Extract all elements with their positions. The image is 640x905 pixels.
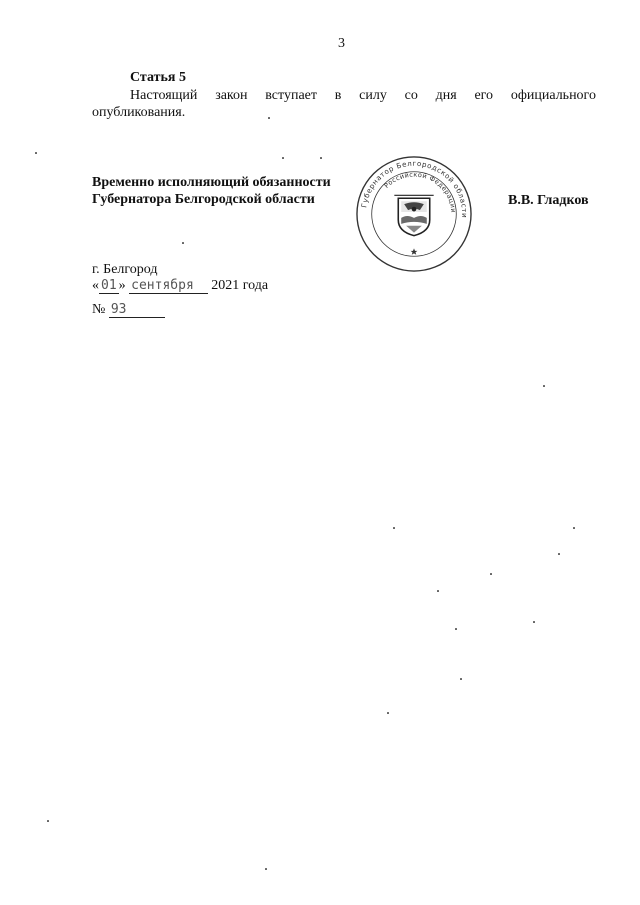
date-month: сентября [129,278,208,294]
date-line [92,278,268,294]
article-word: дня [435,88,457,103]
article-word: официального [510,88,596,103]
date-day: 01 [101,278,117,293]
date-quote-open: « [92,278,99,293]
article-word: вступает [265,88,317,103]
article-text-line1 [130,88,596,104]
article-word: Настоящий [130,88,198,103]
document-number: 93 [109,302,165,318]
article-title: Статья 5 [130,70,186,85]
official-seal [355,155,473,273]
article-word: силу [359,88,387,103]
date-quote-close: » [118,278,126,293]
coat-of-arms-icon [394,195,433,235]
signer-position-line1: Временно исполняющий обязанности [92,175,331,190]
seal-inner-text: Российской Федерации [382,170,458,214]
seal-outer-text: Губернатор Белгородской области [359,158,470,219]
article-word: в [334,88,342,103]
signer-position [92,174,331,208]
signer-name: В.В. Гладков [508,193,589,208]
article-word: закон [215,88,248,103]
document-number-line [92,302,165,318]
signer-position-line2: Губернатора Белгородской области [92,192,315,207]
number-sign: № [92,302,106,317]
article-word: его [474,88,494,103]
article-text-line2: опубликования. [92,105,186,120]
date-year: 2021 года [211,278,269,293]
city-label: г. Белгород [92,262,158,277]
seal-star-icon [411,248,418,254]
page-number: 3 [338,36,345,51]
article-word: со [404,88,418,103]
